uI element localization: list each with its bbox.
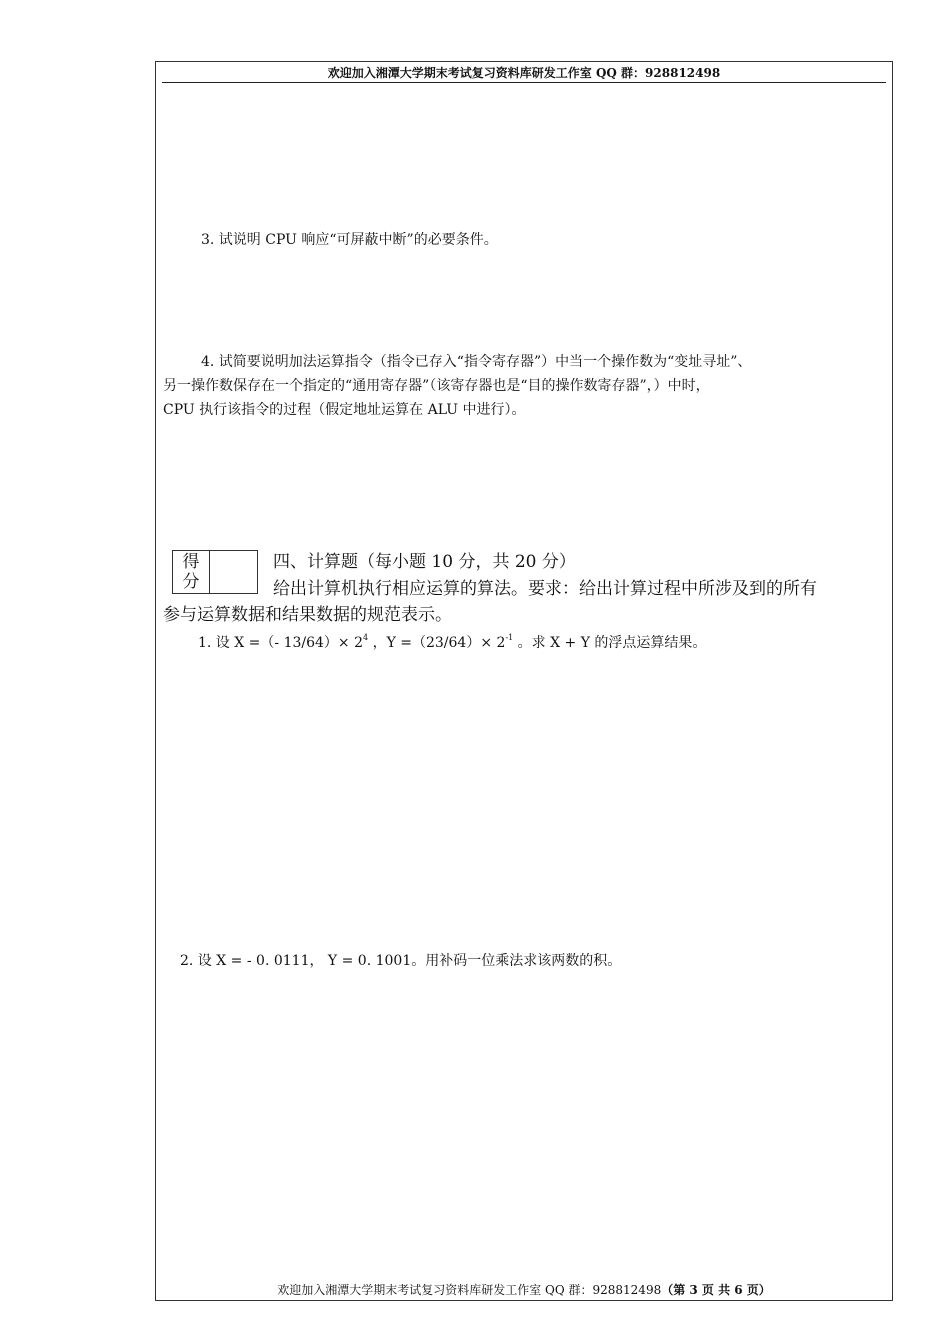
- calc-1-part-1: 1. 设 X =（- 13/64）× 2: [198, 635, 364, 651]
- calc-1-part-3: 。求 X + Y 的浮点运算结果。: [513, 635, 707, 651]
- page-header: 欢迎加入湘潭大学期末考试复习资料库研发工作室 QQ 群：928812498: [327, 66, 721, 80]
- question-4-line-2: 另一操作数保存在一个指定的“通用寄存器”（该寄存器也是“目的操作数寄存器”，）中时，: [163, 378, 710, 394]
- calc-question-1: [198, 627, 706, 654]
- page-number: （第 3 页 共 6 页）: [661, 1283, 771, 1297]
- section-title: 四、计算题（每小题 10 分，共 20 分）: [273, 552, 576, 572]
- score-label: 得 分: [173, 551, 210, 593]
- section-description: [163, 576, 891, 628]
- question-4-line-3: CPU 执行该指令的过程（假定地址运算在 ALU 中进行）。: [163, 402, 526, 418]
- calc-question-2: 2. 设 X = - 0. 0111， Y = 0. 1001。用补码一位乘法求该两数的积。: [180, 953, 622, 969]
- question-4-line-1: 4. 试简要说明加法运算指令（指令已存入“指令寄存器”）中当一个操作数为“变址寻址”、: [201, 354, 752, 370]
- calc-1-exponent-1: 4: [363, 633, 369, 642]
- page-footer: [155, 1281, 893, 1298]
- footer-text: 欢迎加入湘潭大学期末考试复习资料库研发工作室 QQ 群：928812498: [277, 1283, 662, 1297]
- header-divider: [162, 82, 886, 83]
- question-4: [163, 350, 891, 422]
- calc-1-exponent-2: -1: [505, 633, 514, 642]
- section-description-line-2: 参与运算数据和结果数据的规范表示。: [163, 605, 452, 625]
- question-3: 3. 试说明 CPU 响应“可屏蔽中断”的必要条件。: [201, 232, 498, 248]
- calc-1-part-2: ，Y =（23/64）× 2: [368, 635, 506, 651]
- section-description-line-1: 给出计算机执行相应运算的算法。要求：给出计算过程中所涉及到的所有: [273, 579, 817, 599]
